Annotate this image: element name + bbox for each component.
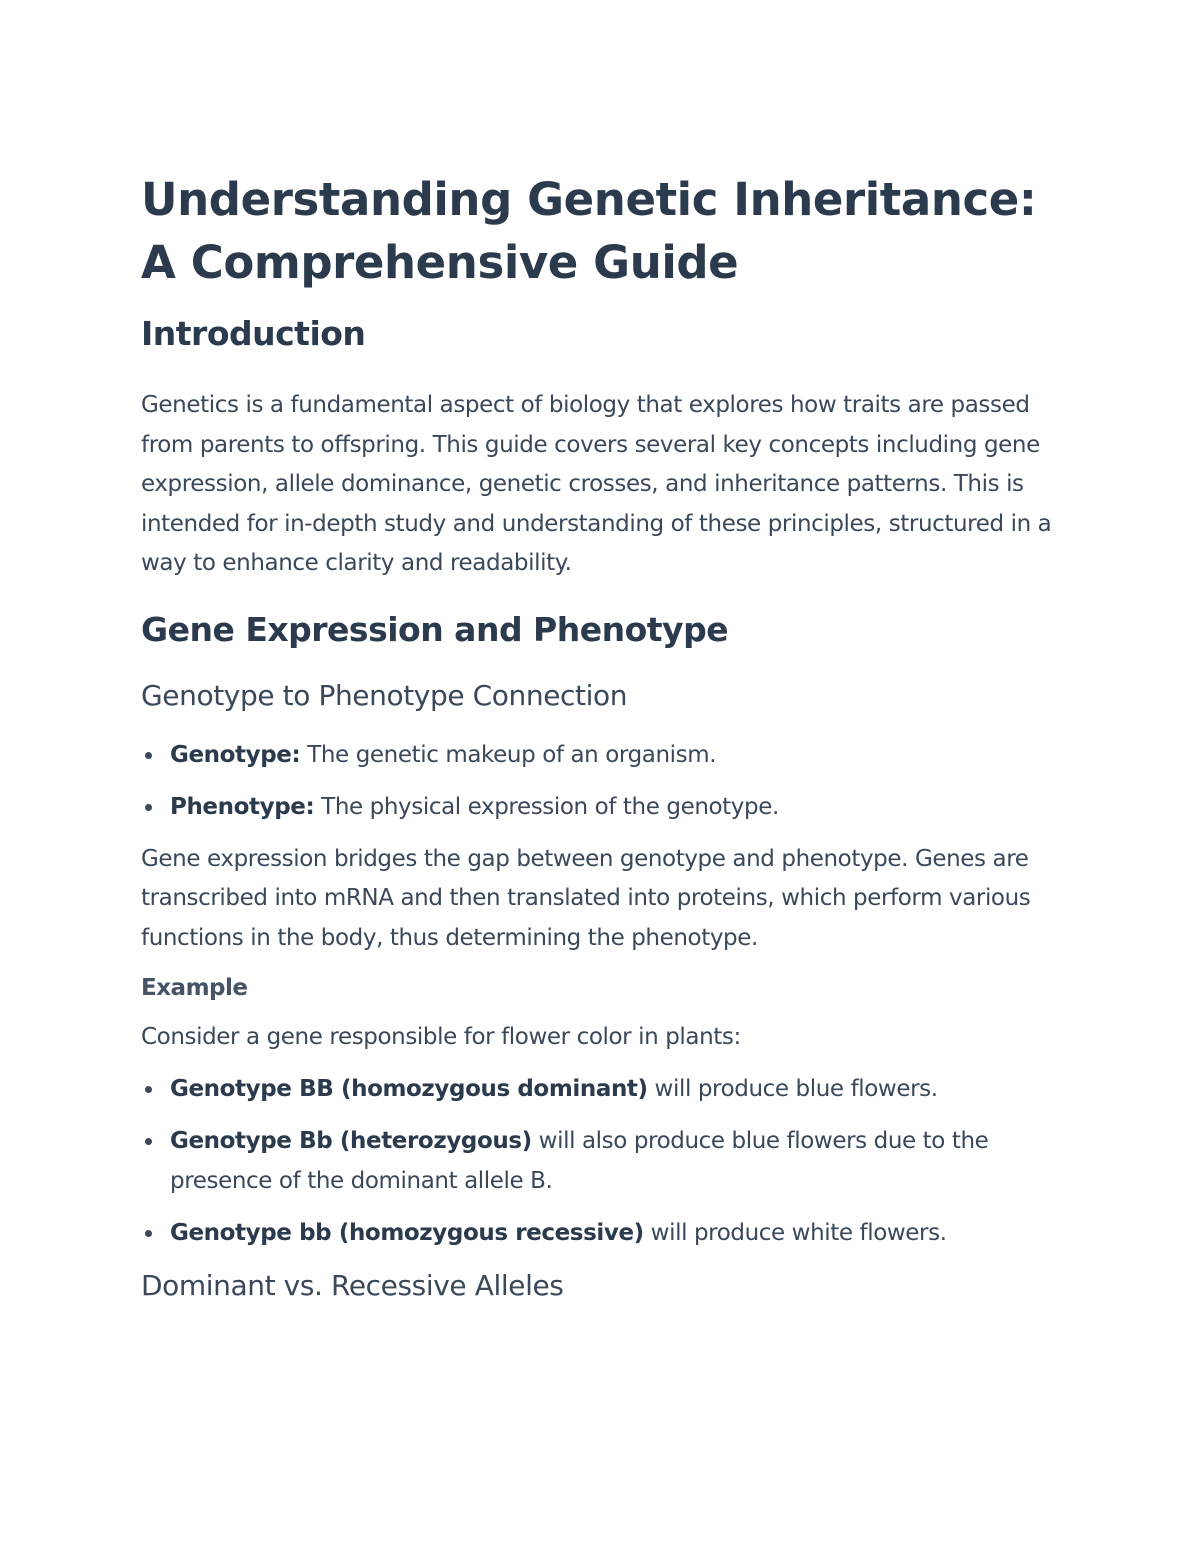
bullet-icon: [145, 1086, 152, 1093]
subheading-dominant-recessive: Dominant vs. Recessive Alleles: [141, 1268, 564, 1302]
example-heading: Example: [141, 975, 248, 1001]
document-page: [141, 168, 1061, 1304]
example-intro: Consider a gene responsible for flower color in plants:: [141, 1024, 741, 1050]
list-item-term: Genotype BB (homozygous dominant): [170, 1075, 648, 1102]
bullet-icon: [145, 752, 152, 759]
list-item-text: The genetic makeup of an organism.: [300, 741, 717, 768]
list-item-term: Genotype:: [170, 741, 301, 768]
bullet-icon: [145, 804, 152, 811]
list-item-text: will also produce blue flowers due to the presence of the dominant allele B.: [170, 1128, 989, 1194]
list-item-text: will produce blue flowers.: [647, 1075, 938, 1102]
section-heading-gene-expression: Gene Expression and Phenotype: [141, 609, 729, 649]
list-item: [141, 736, 1061, 776]
list-item-term: Genotype Bb (heterozygous): [170, 1128, 532, 1154]
list-item-term: Phenotype:: [170, 794, 315, 820]
list-item-text: will produce white flowers.: [643, 1220, 947, 1246]
bullet-icon: [145, 1230, 152, 1237]
list-item-text: The physical expression of the genotype.: [314, 794, 779, 820]
list-item: [141, 1122, 1061, 1201]
definitions-list: [141, 736, 1061, 828]
section-heading-introduction: Introduction: [141, 314, 366, 353]
example-list: [141, 1070, 1061, 1254]
list-item: [141, 788, 1061, 828]
document-title: Understanding Genetic Inheritance: A Comprehensive Guide: [141, 173, 1037, 289]
list-item-term: Genotype bb (homozygous recessive): [170, 1220, 644, 1246]
bullet-icon: [145, 1138, 152, 1145]
subheading-genotype-phenotype: Genotype to Phenotype Connection: [141, 678, 628, 712]
gene-expression-paragraph: Gene expression bridges the gap between genotype and phenotype. Genes are transcribed into mRNA and then translated into proteins, which perform various functions in the body, thus determining the phenotype.: [141, 845, 1031, 951]
list-item: [141, 1070, 1061, 1110]
introduction-paragraph: Genetics is a fundamental aspect of biology that explores how traits are passed from parents to offspring. This guide covers several key concepts including gene expression, allele dominance, genetic crosses, and inheritance patterns. This is intended for in-depth study and understanding of these principles, structured in a way to enhance clarity and readability.: [141, 392, 1052, 576]
list-item: [141, 1214, 1061, 1254]
